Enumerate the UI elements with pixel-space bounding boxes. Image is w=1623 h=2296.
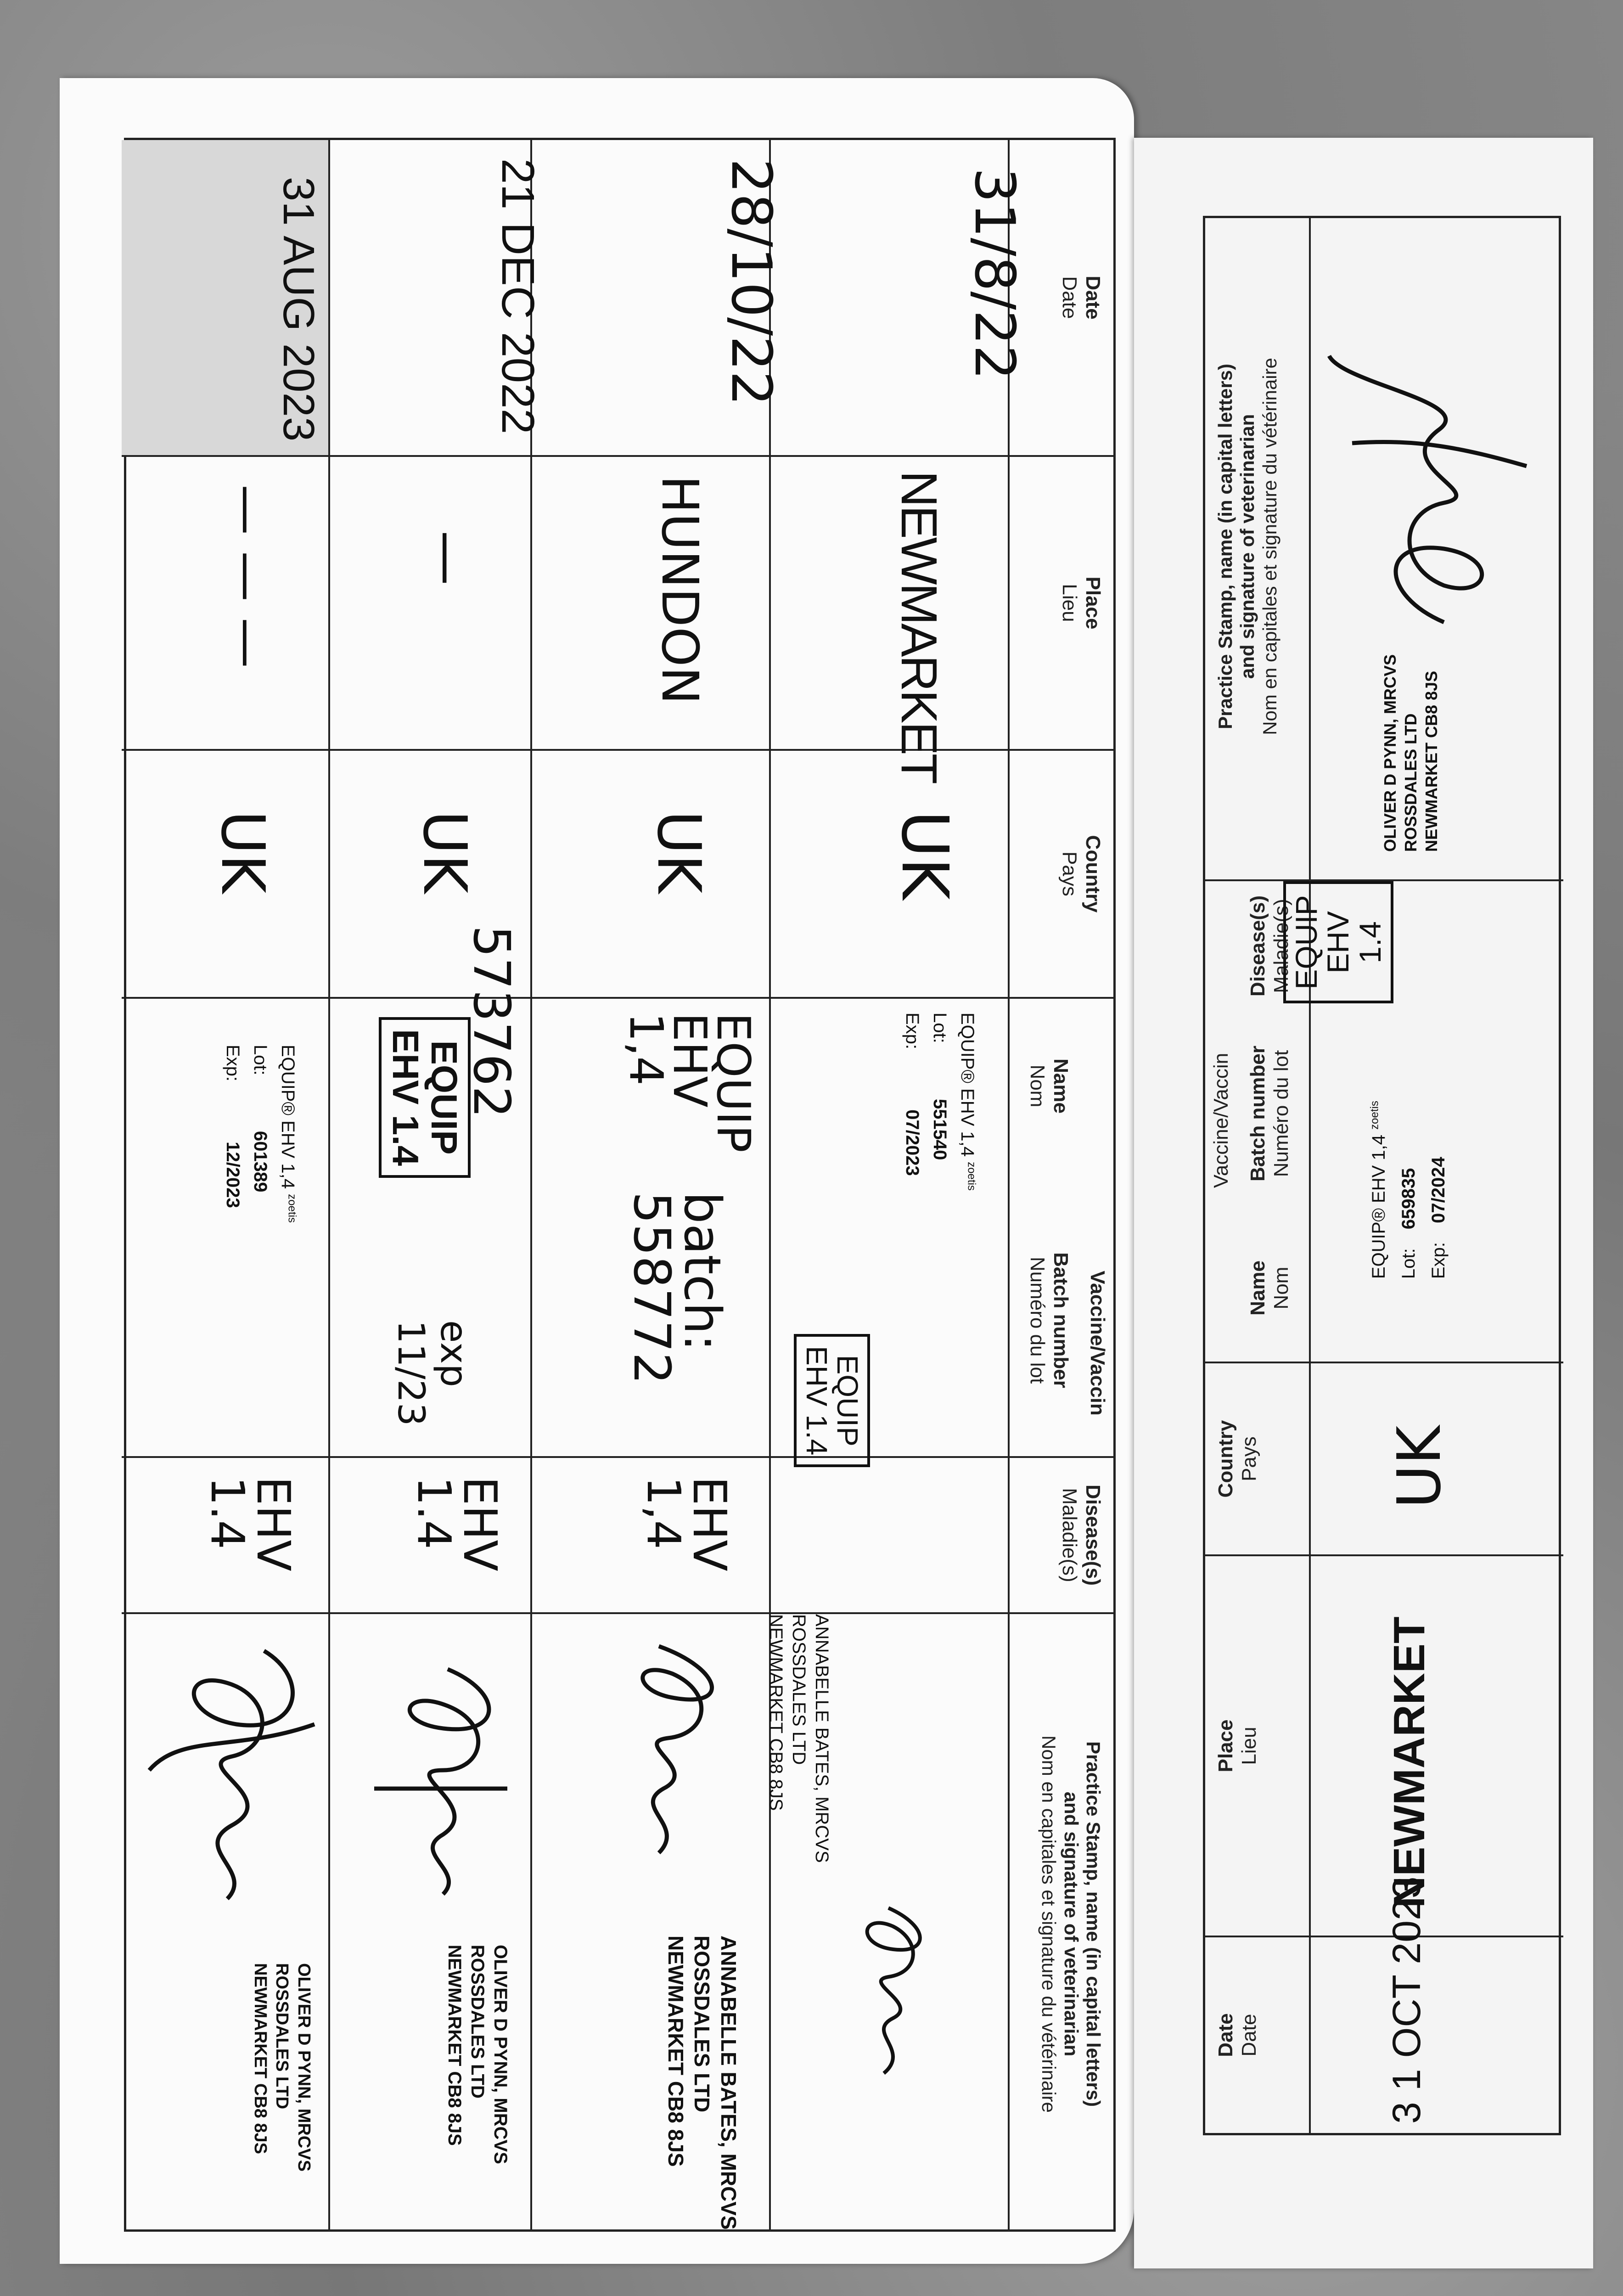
table-grid-right: [1203, 216, 1561, 2135]
header-disease: Disease(s) Maladie(s): [1010, 1458, 1113, 1614]
disease-stamp: EQUIP EHV 1.4: [1283, 881, 1393, 1003]
place-value: — — —: [219, 484, 278, 668]
vet-stamp: OLIVER D PYNN, MRCVS ROSSDALES LTD NEWMARKET CB8 8JS: [251, 1963, 314, 2172]
place-value: NEWMARKET: [1385, 1616, 1434, 1908]
header-batch: Batch number Numéro du lot: [1026, 1252, 1072, 1388]
date-value: 31 AUG 2023: [274, 177, 323, 442]
header-practice: Practice Stamp, name (in capital letters) and signature of veterinarian Nom en capitales et signature du vétérinaire: [1038, 1735, 1104, 2113]
vaccine-cell: [1289, 879, 1563, 1362]
vaccine-name-label: EQUIP® EHV 1,4 $^{zoetis}$: [957, 1013, 978, 1191]
practice-cell: [1311, 214, 1563, 879]
vaccine-cell: [122, 999, 328, 1458]
vaccine-name-hand: EQUIP EHV 1,4: [619, 1013, 760, 1153]
country-cell: [122, 751, 328, 999]
vaccine-cell: [330, 925, 530, 1458]
place-cell: [330, 457, 530, 751]
disease-cell: [122, 1458, 328, 1614]
signature-image: [604, 1632, 751, 1871]
date-cell: [330, 140, 544, 457]
country-cell: [532, 751, 769, 999]
header-place: Place Lieu: [1205, 1554, 1309, 1936]
signature-image: [365, 1651, 521, 1908]
batch-exp-hand: exp 11/23: [390, 1320, 475, 1426]
disease-cell: [330, 1458, 530, 1614]
vaccine-name-label: EQUIP® EHV 1,4 $^{zoetis}$: [278, 1045, 298, 1223]
place-cell: [122, 457, 328, 751]
disease-hand: EHV 1.4: [407, 1476, 507, 1571]
header-vaccine: Vaccine/Vaccin: [1086, 1271, 1109, 1416]
vaccination-table-left: [124, 138, 1116, 2232]
date-cell: [532, 140, 783, 457]
lot-line: Lot: 551540: [930, 1013, 950, 1160]
header-batch: Batch number Numéro du lot: [1247, 1046, 1292, 1182]
signature-image: [833, 1899, 948, 2092]
date-cell: [771, 140, 1026, 457]
place-cell: [1311, 1554, 1563, 1936]
vaccine-name-stamp: EQUIP EHV 1.4: [379, 1017, 471, 1178]
header-practice: Practice Stamp, name (in capital letters) and signature of veterinarian Nom en capitales et signature du vétérinaire: [1214, 358, 1280, 735]
place-value: HUNDON: [651, 475, 709, 705]
header-place: Place Lieu: [1010, 457, 1113, 751]
place-value: —: [416, 530, 480, 585]
vaccine-name-label: EQUIP® EHV 1,4 $^{zoetis}$: [1368, 1101, 1389, 1279]
exp-line: Exp: 07/2023: [902, 1013, 922, 1176]
vaccination-row-4: [122, 140, 328, 2229]
country-value: UK: [208, 810, 278, 894]
batch-hand: 573762: [462, 925, 521, 1118]
practice-cell: [122, 1614, 328, 2234]
date-value: 31/8/22: [962, 168, 1026, 380]
header-name: Name Nom: [1026, 1058, 1072, 1114]
country-value: UK: [1384, 1425, 1454, 1508]
vet-stamp: ANNABELLE BATES, MRCVS ROSSDALES LTD NEWMARKET CB8 8JS: [766, 1614, 832, 1863]
header-disease: Disease(s) Maladie(s): [1247, 895, 1292, 997]
header-vaccine: Vaccine/Vaccin: [1210, 1052, 1232, 1188]
place-cell: [771, 457, 1008, 782]
header-vaccine-group: [1010, 999, 1113, 1458]
header-name: Name Nom: [1247, 1261, 1292, 1316]
country-cell: [1311, 1362, 1563, 1554]
lot-line: Lot: 601389: [250, 1045, 270, 1193]
header-date: Date Date: [1205, 1936, 1309, 2133]
practice-cell: [330, 1614, 530, 2234]
header-country: Country Pays: [1205, 1362, 1309, 1554]
batch-hand: batch: 558772: [623, 1192, 732, 1384]
vaccination-row-1: [766, 140, 1026, 2229]
disease-hand: EHV 1,4: [637, 1476, 736, 1571]
disease-cell: [532, 1458, 769, 1614]
header-row: [1205, 218, 1311, 2133]
signature-image: [1325, 319, 1536, 641]
vaccination-row-5: [1289, 218, 1563, 2133]
practice-cell: [766, 1614, 1008, 2234]
country-value: UK: [644, 810, 714, 894]
date-value: 28/10/22: [719, 158, 783, 406]
disease-hand: EHV 1.4: [201, 1476, 300, 1571]
vaccination-row-2: [530, 140, 783, 2230]
place-cell: [532, 457, 769, 751]
date-value: 21 DEC 2022: [492, 158, 544, 434]
header-date: Date Date: [1010, 140, 1113, 457]
vaccination-row-3: [328, 140, 544, 2229]
header-country: Country Pays: [1010, 751, 1113, 999]
vet-stamp: OLIVER D PYNN, MRCVS ROSSDALES LTD NEWMARKET CB8 8JS: [444, 1945, 511, 2164]
lot-line: Lot: 659835: [1398, 1168, 1419, 1279]
date-cell: [122, 140, 328, 457]
vaccine-cell: [532, 999, 769, 1458]
exp-line: Exp: 12/2023: [223, 1045, 243, 1208]
place-value: NEWMARKET: [891, 471, 947, 782]
country-value: UK: [887, 810, 962, 900]
vet-stamp: ANNABELLE BATES, MRCVS ROSSDALES LTD NEWMARKET CB8 8JS: [664, 1936, 741, 2230]
disease-cell: [771, 1346, 1008, 1614]
exp-line: Exp: 07/2024: [1428, 1157, 1449, 1279]
vaccination-table-right: [1203, 216, 1561, 2135]
country-cell: [771, 751, 1008, 999]
header-row: [1008, 140, 1113, 2229]
disease-stamp: EQUIP EHV 1.4: [794, 1334, 870, 1467]
date-cell: [1311, 1876, 1563, 2133]
date-value: 3 1 OCT 2023: [1385, 1876, 1429, 2124]
country-value: UK: [410, 810, 480, 894]
practice-cell: [532, 1614, 769, 2234]
signature-image: [145, 1632, 319, 1908]
vet-stamp: OLIVER D PYNN, MRCVS ROSSDALES LTD NEWMARKET CB8 8JS: [1381, 654, 1441, 852]
table-grid: [124, 138, 1116, 2232]
